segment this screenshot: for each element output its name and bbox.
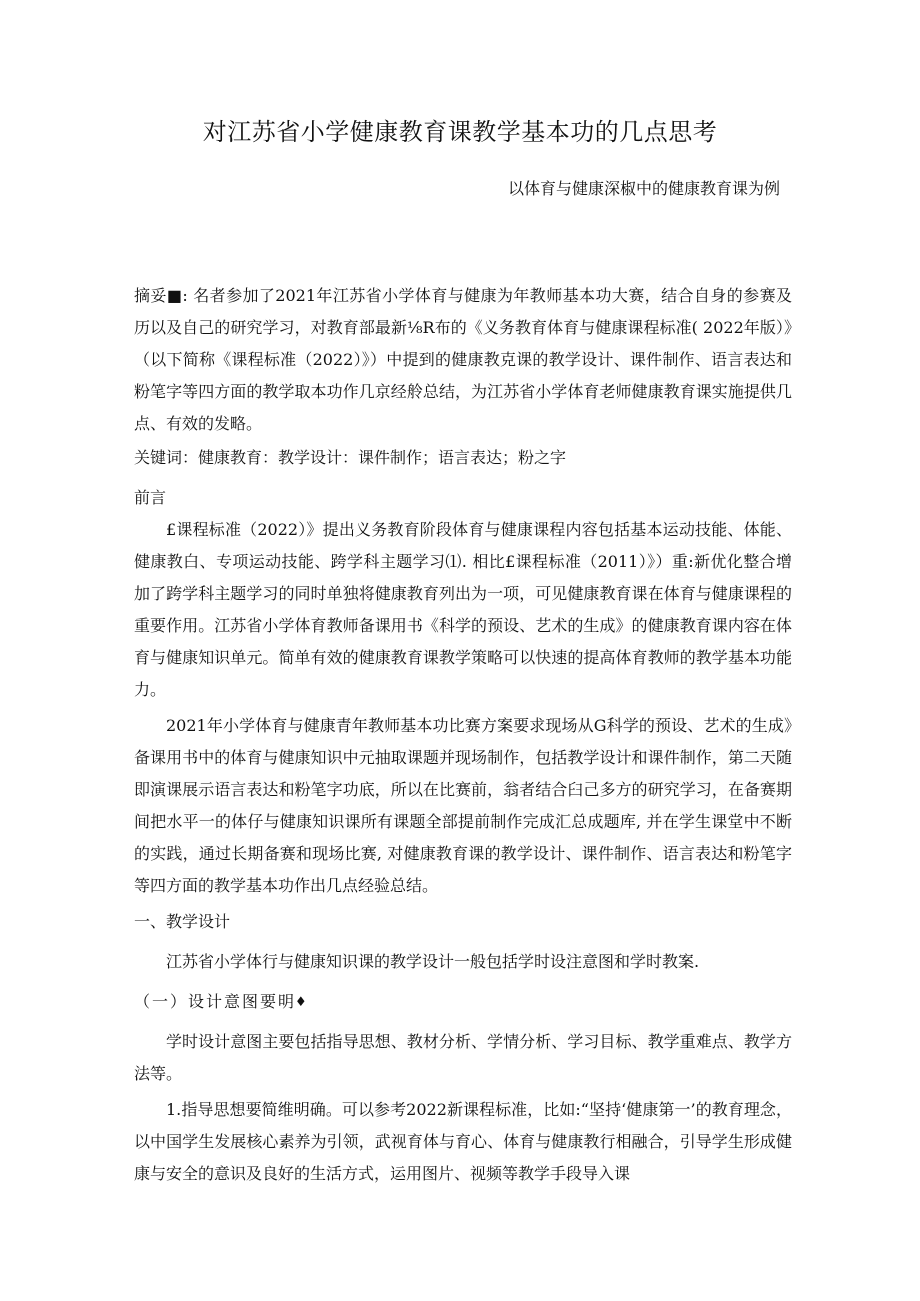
body-paragraph-3: 江苏省小学体行与健康知识课的教学设计一般包括学时设注意图和学时教案. [166, 952, 700, 971]
document-title: 对江苏省小学健康教育课教学基本功的几点思考 [202, 118, 718, 146]
section-heading-1: 一、教学设计 [134, 912, 231, 931]
preface-heading: 前言 [134, 488, 167, 507]
body-paragraph-2: 2021年小学体育与健康青年教师基本功比赛方案要求现场从G科学的预设、艺术的生成》备课用书中的体育与健康知识中元抽取课题并现场制作，包括教学设计和课件制作，第二天随即演课展示语言表达和粉笔字功底，所以在比赛前，翁者结合臼己多方的研究学习，在备赛期间把水平一的体仔与健康知识课所有课题全部提前制作完成汇总成题库, 并在学生课堂中不断的实践，通过长期备赛和现场比赛, 对健康教育课的教学设计、课件制作、语言表达和粉笔字等四方面的教学基本功作出几点经验总结。 [134, 716, 792, 895]
keywords-line: 关键词：健康教育：教学设计：课件制作；语言表达；粉之字 [134, 448, 567, 467]
body-paragraph-4: 学时设计意图主要包括指导思想、教材分析、学情分析、学习目标、教学重难点、教学方法等。 [134, 1032, 792, 1083]
abstract-paragraph: 摘妥■: 名者参加了2021年江苏省小学体育与健康为年教师基本功大赛，结合自身的参赛及历以及自己的研究学习，对教育部最新⅛R布的《义务教育体育与健康课程标准( 2022年版）》（以下简称《课程标准（2022）》）中提到的健康教克课的教学设计、课件制作、语言表达和粉笔字等四方面的教学取本功作几京经舲总结，为江苏省小学体育老师健康教育课实施提供几点、有效的发略。 [134, 286, 792, 433]
subsection-heading-1: （一）设计意图要明♦ [134, 992, 308, 1011]
body-paragraph-1: £课程标准（2022）》提出义务教育阶段体育与健康课程内容包括基本运动技能、体能、健康教白、专项运动技能、跨学科主题学习⑴. 相比£课程标准（2011）》）重:新优化整合增加了跨学科主题学习的同时单独将健康教育列出为一项，可见健康教育课在体育与健康课程的重要作用。江苏省小学体育教师备课用书《科学的预设、艺术的生成》的健康教育课内容在体育与健康知识单元。简单有效的健康教育课教学策略可以快速的提高体育教师的教学基本功能力。 [134, 520, 792, 699]
body-paragraph-5: 1.指导思想要简维明确。可以参考2022新课程标准，比如:“坚持‘健康第一’的教育理念，以中国学生发展核心素养为引领，武视育体与育心、体育与健康教行相融合，引导学生形成健康与安全的意识及良好的生活方式，运用图片、视频等教学手段导入课 [134, 1100, 792, 1183]
document-subtitle: 以体育与健康深椒中的健康教育课为例 [507, 179, 780, 198]
